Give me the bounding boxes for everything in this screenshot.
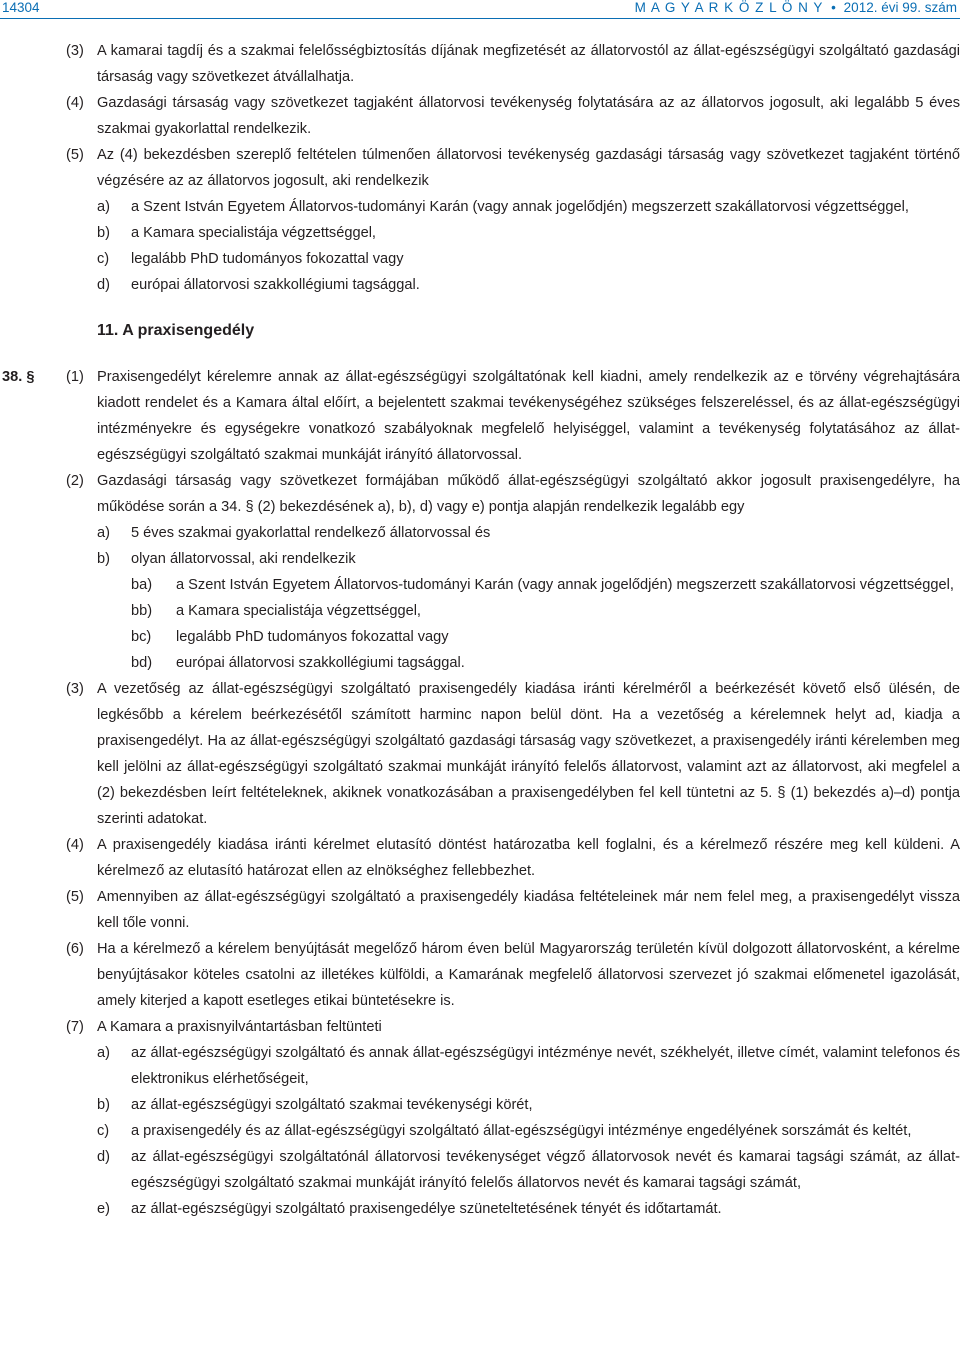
paragraph-37-4 [0, 90, 960, 142]
page-header [0, 0, 960, 18]
list-item [0, 272, 960, 298]
list-item-label: a) [97, 199, 110, 215]
paragraph-text: A Kamara a praxisnyilvántartásban feltünteti [97, 1019, 382, 1035]
sub-list-item-text: a Kamara specialistája végzettséggel, [176, 603, 421, 619]
paragraph-text: Amennyiben az állat-egészségügyi szolgáltató a praxisengedély kiadása feltételeinek már nem felel meg, a praxisengedélyt vissza kell tőle vonni. [97, 889, 960, 931]
paragraph-text: Praxisengedélyt kérelemre annak az állat-egészségügyi szolgáltatónak kell kiadni, amely rendelkezik az e törvény végrehajtására kiadott rendelet és a Kamara által előírt, a bejelentett szakmai tevékenységéhez szükséges felszereléssel, és az állat-egészségügyi intézményekre és egységekre vonatkozó szabályoknak megfelelő helyiséggel, valamint a tevékenység folytatásához az állat-egészségügyi szolgáltató szakmai munkáját irányító állatorvossal. [97, 369, 960, 463]
issue-label: 2012. évi 99. szám [843, 0, 957, 15]
paragraph-number: (3) [66, 681, 84, 697]
paragraph-text: Gazdasági társaság vagy szövetkezet tagjaként állatorvosi tevékenység folytatására az az állatorvos jogosult, aki legalább 5 éves szakmai gyakorlattal rendelkezik. [97, 95, 960, 137]
list-item-text: 5 éves szakmai gyakorlattal rendelkező állatorvossal és [131, 525, 491, 541]
sub-list-item-label: bc) [131, 629, 152, 645]
list-item [0, 194, 960, 220]
paragraph-text: Gazdasági társaság vagy szövetkezet formájában működő állat-egészségügyi szolgáltató akkor jogosult praxisengedélyre, ha működése során a 34. § (2) bekezdésének a), b), d) vagy e) pontja alapján rendelkezik legalább egy [97, 473, 960, 515]
sub-list-item-text: európai állatorvosi szakkollégiumi tagsággal. [176, 655, 465, 671]
list-item-label: e) [97, 1201, 110, 1217]
paragraph-37-3 [0, 38, 960, 90]
paragraph-number: (3) [66, 43, 84, 59]
list-item-label: b) [97, 551, 110, 567]
paragraph-38-5 [0, 884, 960, 936]
sub-list-item [0, 650, 960, 676]
list-item [0, 546, 960, 572]
section-label: 38. § [2, 369, 35, 385]
list-item-text: európai állatorvosi szakkollégiumi tagsággal. [131, 277, 420, 293]
list-item [0, 1118, 960, 1144]
list-item-text: az állat-egészségügyi szolgáltató praxisengedélye szüneteltetésének tényét és időtartamát. [131, 1201, 722, 1217]
paragraph-number: (4) [66, 837, 84, 853]
paragraph-38-7 [0, 1014, 960, 1040]
paragraph-number: (1) [66, 369, 84, 385]
paragraph-38-1 [0, 364, 960, 468]
paragraph-text: A kamarai tagdíj és a szakmai felelősségbiztosítás díjának megfizetését az állatorvostól az állat-egészségügyi szolgáltató gazdasági társaság vagy szövetkezet átvállalhatja. [97, 43, 960, 85]
list-item [0, 220, 960, 246]
header-rule [0, 18, 960, 19]
sub-list-item-label: bb) [131, 603, 153, 619]
sub-list-item-text: a Szent István Egyetem Állatorvos-tudományi Karán (vagy annak jogelődjén) megszerzett szakállatorvosi végzettséggel, [176, 577, 954, 593]
list-item-text: a Kamara specialistája végzettséggel, [131, 225, 376, 241]
sub-list-item-text: legalább PhD tudományos fokozattal vagy [176, 629, 449, 645]
list-item [0, 520, 960, 546]
paragraph-number: (6) [66, 941, 84, 957]
list-item-text: az állat-egészségügyi szolgáltató szakmai tevékenységi körét, [131, 1097, 533, 1113]
list-item [0, 1040, 960, 1092]
sub-list-item [0, 598, 960, 624]
list-item-label: b) [97, 1097, 110, 1113]
list-item [0, 1092, 960, 1118]
paragraph-37-5 [0, 142, 960, 194]
paragraph-38-3 [0, 676, 960, 832]
paragraph-number: (2) [66, 473, 84, 489]
paragraph-38-2 [0, 468, 960, 520]
sub-list-item [0, 572, 960, 598]
sub-list-item-label: ba) [131, 577, 153, 593]
list-item-label: b) [97, 225, 110, 241]
paragraph-text: A vezetőség az állat-egészségügyi szolgáltató praxisengedély kiadása iránti kérelméről a beérkezését követő első ülésén, de legkésőbb a kérelem beérkezésétől számított harminc napon belül dönt. Ha a vezetőség a kérelemnek helyt ad, kiadja a praxisengedélyt. Ha az állat-egészségügyi szolgáltató gazdasági társaság vagy szövetkezet, a praxisengedély iránti kérelemben meg kell jelölni az állat-egészségügyi szolgáltató szakmai munkáját irányító felelős állatorvost, valamint azt az állatorvost, aki megfelel a (2) bekezdésben leírt feltételeknek, akiknek vonatkozásában a praxisengedélyben fel kell tüntetni az 5. § (1) bekezdés a)–d) pontja szerinti adatokat. [97, 681, 960, 827]
list-item-text: az állat-egészségügyi szolgáltató és annak állat-egészségügyi intézménye nevét, székhelyét, illetve címét, valamint telefonos és elektronikus elérhetőségeit, [131, 1045, 960, 1087]
list-item-text: legalább PhD tudományos fokozattal vagy [131, 251, 404, 267]
list-item [0, 246, 960, 272]
sub-list-item-label: bd) [131, 655, 153, 671]
list-item-text: a Szent István Egyetem Állatorvos-tudományi Karán (vagy annak jogelődjén) megszerzett szakállatorvosi végzettséggel, [131, 199, 909, 215]
list-item-label: d) [97, 1149, 110, 1165]
list-item-text: az állat-egészségügyi szolgáltatónál állatorvosi tevékenységet végző állatorvosok nevét és kamarai tagsági számát, az állat-egészségügyi szolgáltató szakmai munkáját irányító felelős állatorvos nevét és kamarai tagsági számát, [131, 1149, 960, 1191]
list-item-text: olyan állatorvossal, aki rendelkezik [131, 551, 356, 567]
list-item-label: d) [97, 277, 110, 293]
list-item-text: a praxisengedély és az állat-egészségügyi szolgáltató állat-egészségügyi intézménye engedélyének sorszámát és keltét, [131, 1123, 912, 1139]
list-item-label: c) [97, 251, 110, 267]
list-item [0, 1144, 960, 1196]
paragraph-number: (5) [66, 889, 84, 905]
paragraph-number: (5) [66, 147, 84, 163]
paragraph-text: Ha a kérelmező a kérelem benyújtását megelőző három éven belül Magyarország területén kívül dolgozott állatorvosként, a kérelme benyújtásakor köteles csatolni az illetékes külföldi, a Kamarának megfelelő állatorvosi szervezet jó szakmai előmenetel igazolását, amely kiterjed a kapott esetleges etikai büntetésekre is. [97, 941, 960, 1009]
list-item-label: a) [97, 525, 110, 541]
paragraph-text: A praxisengedély kiadása iránti kérelmet elutasító döntést határozatba kell foglalni, és a kérelmező részére meg kell küldeni. A kérelmező az elutasító határozat ellen az elnökséghez fellebbezhet. [97, 837, 960, 879]
paragraph-text: Az (4) bekezdésben szereplő feltételen túlmenően állatorvosi tevékenység gazdasági társaság vagy szövetkezet tagjaként történő végzésére az az állatorvos jogosult, aki rendelkezik [97, 147, 960, 189]
document-body [0, 38, 960, 1222]
paragraph-38-4 [0, 832, 960, 884]
page-number: 14304 [2, 0, 40, 15]
journal-header [635, 0, 957, 15]
list-item-label: c) [97, 1123, 110, 1139]
journal-title: M A G Y A R K Ö Z L Ö N Y [634, 0, 824, 15]
paragraph-number: (7) [66, 1019, 84, 1035]
paragraph-38-6 [0, 936, 960, 1014]
header-bullet: • [831, 0, 836, 15]
list-item [0, 1196, 960, 1222]
list-item-label: a) [97, 1045, 110, 1061]
section-title: 11. A praxisengedély [97, 322, 255, 339]
paragraph-number: (4) [66, 95, 84, 111]
sub-list-item [0, 624, 960, 650]
